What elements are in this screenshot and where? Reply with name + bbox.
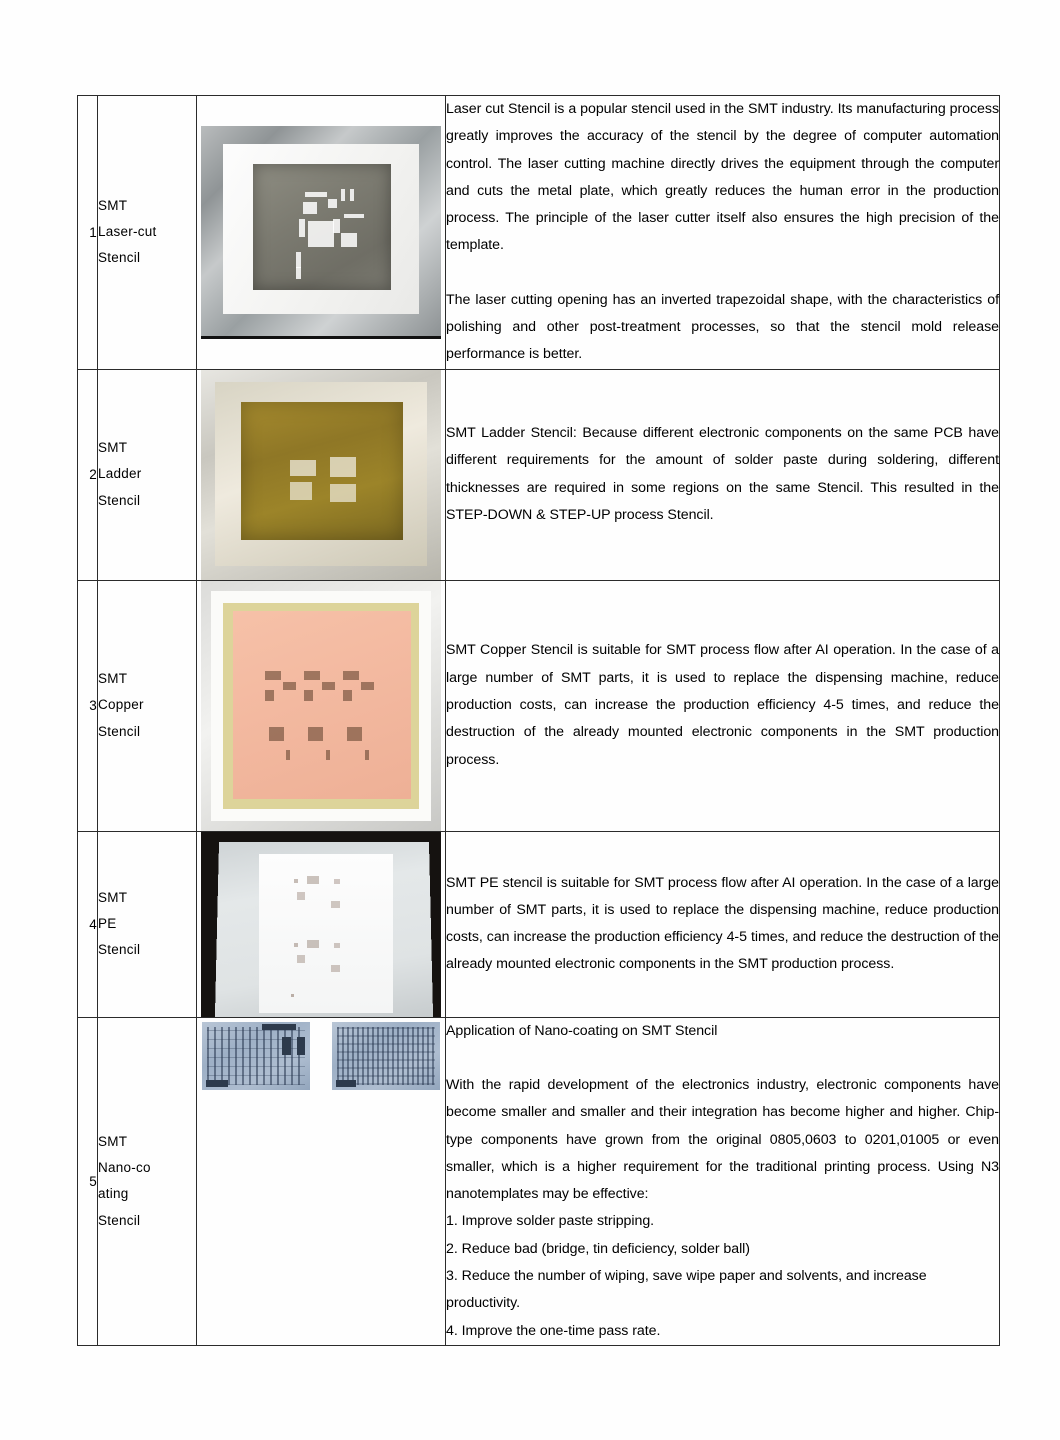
photo-stencil-foil <box>241 402 403 540</box>
row-label-line: SMT <box>98 889 128 905</box>
row-description-cell <box>446 96 1000 370</box>
aperture-mark <box>343 671 359 680</box>
description-heading: Application of Nano-coating on SMT Stencil <box>446 1022 718 1039</box>
smt-pe-stencil-photo <box>201 832 441 1017</box>
photo-aperture-texture <box>207 1027 305 1085</box>
description-list-item: 3. Reduce the number of wiping, save wipe paper and solvents, and increase productivity. <box>446 1268 927 1312</box>
aperture-mark <box>334 943 340 948</box>
description-paragraph: SMT Ladder Stencil: Because different electronic components on the same PCB have different requirements for the amount of solder paste during soldering, different thicknesses are required in some regions on the same Stencil. This resulted in the STEP-DOWN & STEP-UP process Stencil. <box>446 425 999 523</box>
row-label-line: Stencil <box>98 942 141 958</box>
row-number: 4 <box>78 831 98 1017</box>
row-image-cell <box>197 580 446 831</box>
photo-pe-sheet <box>259 854 393 1013</box>
aperture-mark <box>265 690 274 701</box>
row-image-cell <box>197 369 446 580</box>
aperture-mark <box>296 267 301 279</box>
aperture-mark <box>334 879 340 884</box>
smt-nano-coating-stencil-photos <box>197 1018 445 1096</box>
aperture-mark <box>341 189 345 201</box>
row-label-line: Nano-co <box>98 1159 151 1175</box>
row-label-line: Ladder <box>98 466 142 482</box>
aperture-mark <box>305 192 327 197</box>
row-label-line: Stencil <box>98 492 141 508</box>
aperture-mark <box>290 460 316 476</box>
aperture-mark <box>294 943 298 947</box>
aperture-mark <box>344 214 364 218</box>
row-label-line: Copper <box>98 697 144 713</box>
row-label-line: Stencil <box>98 1212 141 1228</box>
photo-label-mark <box>336 1080 356 1087</box>
aperture-mark <box>307 876 319 884</box>
aperture-mark <box>299 219 305 237</box>
aperture-mark <box>341 233 357 247</box>
description-paragraph: The laser cutting opening has an inverted trapezoidal shape, with the characteristics of polishing and other post-treatment processes, so that the stencil mold release performance is better. <box>446 291 999 363</box>
description-list-item: 1. Improve solder paste stripping. <box>446 1213 655 1230</box>
aperture-mark <box>283 682 296 690</box>
table-row <box>78 1017 1000 1345</box>
aperture-mark <box>307 940 319 948</box>
row-number: 5 <box>78 1017 98 1345</box>
row-number: 2 <box>78 369 98 580</box>
row-label-line: PE <box>98 915 117 931</box>
aperture-mark <box>361 682 374 690</box>
aperture-mark <box>365 750 369 760</box>
aperture-mark <box>326 750 330 760</box>
row-label-line: Stencil <box>98 250 141 266</box>
aperture-mark <box>304 671 320 680</box>
photo-stencil-foil <box>233 611 411 799</box>
row-label-line: SMT <box>98 197 128 213</box>
aperture-mark <box>330 457 356 477</box>
row-description-cell <box>446 831 1000 1017</box>
aperture-mark <box>333 219 340 233</box>
row-label-line: SMT <box>98 671 128 687</box>
aperture-mark <box>303 202 317 214</box>
row-number: 1 <box>78 96 98 370</box>
aperture-mark <box>331 965 340 972</box>
row-label <box>98 580 197 831</box>
photo-stencil-foil <box>253 164 391 290</box>
aperture-mark <box>322 682 335 690</box>
smt-copper-stencil-photo <box>201 581 441 831</box>
row-label <box>98 831 197 1017</box>
photo-connector-mark <box>262 1024 296 1030</box>
nano-stencil-photo-right <box>332 1022 440 1090</box>
aperture-mark <box>291 994 294 997</box>
row-label <box>98 369 197 580</box>
row-label-line: SMT <box>98 1133 128 1149</box>
aperture-mark <box>297 892 305 900</box>
aperture-mark <box>328 199 337 208</box>
aperture-mark <box>290 482 312 500</box>
photo-label-mark <box>206 1080 228 1087</box>
aperture-mark <box>297 955 305 963</box>
description-paragraph: With the rapid development of the electronics industry, electronic components have become smaller and smaller and their integration has become higher and higher. Chip-type components have grown from the original 0805,0603 to 0201,01005 or even smaller, which is a higher requirement for the traditional printing process. Using N3 nanotemplates may be effective: <box>446 1077 999 1203</box>
table-row <box>78 369 1000 580</box>
photo-aperture-texture <box>337 1027 435 1085</box>
row-description-cell <box>446 580 1000 831</box>
table-row <box>78 96 1000 370</box>
aperture-mark <box>347 727 362 741</box>
description-paragraph: Laser cut Stencil is a popular stencil used in the SMT industry. Its manufacturing process greatly improves the accuracy of the stencil by the degree of computer automation control. The laser cutting machine directly drives the equipment through the computer and cuts the metal plate, which greatly reduces the human error in the production process. The principle of the laser cutter itself also ensures the high precision of the template. <box>446 101 999 254</box>
row-image-cell <box>197 831 446 1017</box>
row-label-line: ating <box>98 1186 129 1202</box>
row-label-line: Laser-cut <box>98 224 157 240</box>
description-list-item: 4. Improve the one-time pass rate. <box>446 1322 661 1339</box>
aperture-mark <box>350 189 354 201</box>
table-row <box>78 831 1000 1017</box>
photo-chip-mark <box>282 1037 291 1055</box>
description-paragraph: SMT PE stencil is suitable for SMT process flow after AI operation. In the case of a large number of SMT parts, it is used to replace the dispensing machine, reduce production costs, can increase the production efficiency 4-5 times, and reduce the destruction of the already mounted electronic components in the SMT production process. <box>446 874 999 973</box>
row-image-cell <box>197 96 446 370</box>
aperture-mark <box>308 221 334 247</box>
aperture-mark <box>286 750 290 760</box>
row-description-cell <box>446 1017 1000 1345</box>
row-label <box>98 96 197 370</box>
aperture-mark <box>296 252 301 268</box>
aperture-mark <box>308 727 323 741</box>
table-row <box>78 580 1000 831</box>
aperture-mark <box>265 671 281 680</box>
aperture-mark <box>304 690 313 701</box>
aperture-mark <box>269 727 284 741</box>
row-label-line: SMT <box>98 440 128 456</box>
smt-laser-cut-stencil-photo <box>201 126 441 339</box>
aperture-mark <box>330 484 356 502</box>
row-number: 3 <box>78 580 98 831</box>
row-label <box>98 1017 197 1345</box>
smt-ladder-stencil-photo <box>201 370 441 580</box>
description-paragraph: SMT Copper Stencil is suitable for SMT process flow after AI operation. In the case of a large number of SMT parts, it is used to replace the dispensing machine, reduce production costs, can increase the production efficiency 4-5 times, and reduce the destruction of the already mounted electronic components in the SMT production process. <box>446 642 999 768</box>
row-label-line: Stencil <box>98 723 141 739</box>
row-image-cell <box>197 1017 446 1345</box>
description-list-item: 2. Reduce bad (bridge, tin deficiency, solder ball) <box>446 1240 750 1257</box>
nano-stencil-photo-left <box>202 1022 310 1090</box>
row-description-cell <box>446 369 1000 580</box>
aperture-mark <box>343 690 352 701</box>
stencil-types-table <box>77 95 1000 1346</box>
aperture-mark <box>331 901 340 908</box>
aperture-mark <box>294 879 298 883</box>
photo-chip-mark <box>297 1037 305 1055</box>
